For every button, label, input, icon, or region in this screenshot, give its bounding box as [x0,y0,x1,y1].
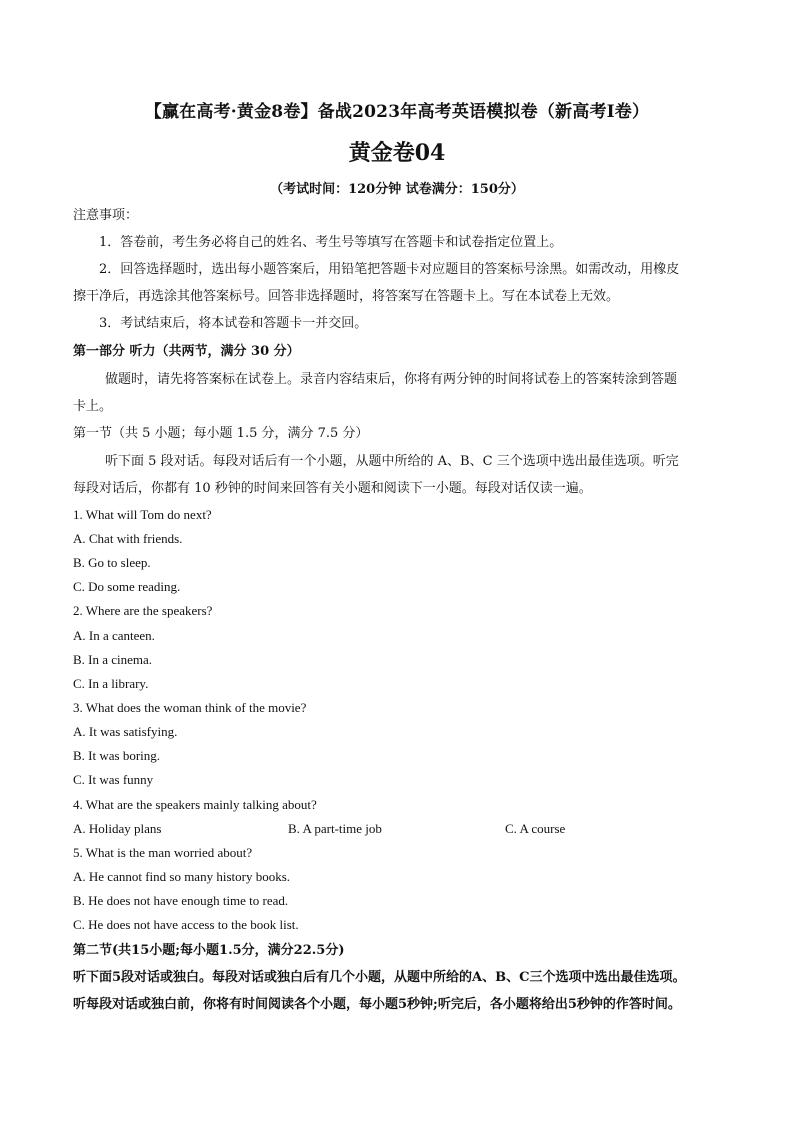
question-1: 1. What will Tom do next? [73,507,212,522]
exam-subtitle: 黄金卷04 [348,140,446,166]
question-3-option-b: B. It was boring. [73,748,161,763]
question-5: 5. What is the man worried about? [73,845,253,860]
notes-heading: 注意事项： [73,208,139,223]
question-5-option-c: C. He does not have access to the book list. [73,917,299,932]
exam-title: 【赢在高考·黄金8卷】备战2023年高考英语模拟卷（新高考I卷） [144,102,650,122]
notes-item-1: 1．答卷前，考生务必将自己的姓名、考生号等填写在答题卡和试卷指定位置上。 [99,235,563,250]
exam-time-score: （考试时间：120分钟 试卷满分：150分） [270,182,524,197]
part1-heading: 第一部分 听力（共两节，满分 30 分） [73,344,300,359]
question-2: 2. Where are the speakers? [73,603,213,618]
question-4-option-b: B. A part-time job [288,821,382,836]
question-3-option-c: C. It was funny [73,772,154,787]
notes-item-2-line-2: 擦干净后，再选涂其他答案标号。回答非选择题时，将答案写在答题卡上。写在本试卷上无效。 [73,289,620,304]
question-4: 4. What are the speakers mainly talking about? [73,797,317,812]
question-3-option-a: A. It was satisfying. [73,724,178,739]
question-2-option-c: C. In a library. [73,676,149,691]
section2-intro-line-2: 听每段对话或独白前，你将有时间阅读各个小题，每小题5秒钟;听完后，各小题将给出5秒钟的作答时间。 [73,997,681,1012]
part1-intro-line-2: 卡上。 [73,399,113,414]
question-5-option-a: A. He cannot find so many history books. [73,869,291,884]
question-1-option-a: A. Chat with friends. [73,531,183,546]
section2-heading: 第二节(共15小题;每小题1.5分，满分22.5分) [73,943,345,958]
section1-heading: 第一节（共 5 小题；每小题 1.5 分，满分 7.5 分） [73,426,369,441]
notes-item-3: 3．考试结束后，将本试卷和答题卡一并交回。 [99,316,368,331]
section1-intro-line-1: 听下面 5 段对话。每段对话后有一个小题，从题中所给的 A、B、C 三个选项中选出最佳选项。听完 [105,454,679,469]
question-1-option-b: B. Go to sleep. [73,555,151,570]
question-4-option-a: A. Holiday plans [73,821,162,836]
question-3: 3. What does the woman think of the movie? [73,700,307,715]
question-5-option-b: B. He does not have enough time to read. [73,893,289,908]
question-4-option-c: C. A course [505,821,566,836]
section2-intro-line-1: 听下面5段对话或独白。每段对话或独白后有几个小题，从题中所给的A、B、C三个选项中选出最佳选项。 [73,970,686,985]
section1-intro-line-2: 每段对话后，你都有 10 秒钟的时间来回答有关小题和阅读下一小题。每段对话仅读一遍。 [73,481,592,496]
notes-item-2-line-1: 2．回答选择题时，选出每小题答案后，用铅笔把答题卡对应题目的答案标号涂黑。如需改动，用橡皮 [99,262,680,277]
question-2-option-b: B. In a cinema. [73,652,153,667]
question-2-option-a: A. In a canteen. [73,628,155,643]
question-1-option-c: C. Do some reading. [73,579,181,594]
part1-intro-line-1: 做题时，请先将答案标在试卷上。录音内容结束后，你将有两分钟的时间将试卷上的答案转涂到答题 [105,372,678,387]
